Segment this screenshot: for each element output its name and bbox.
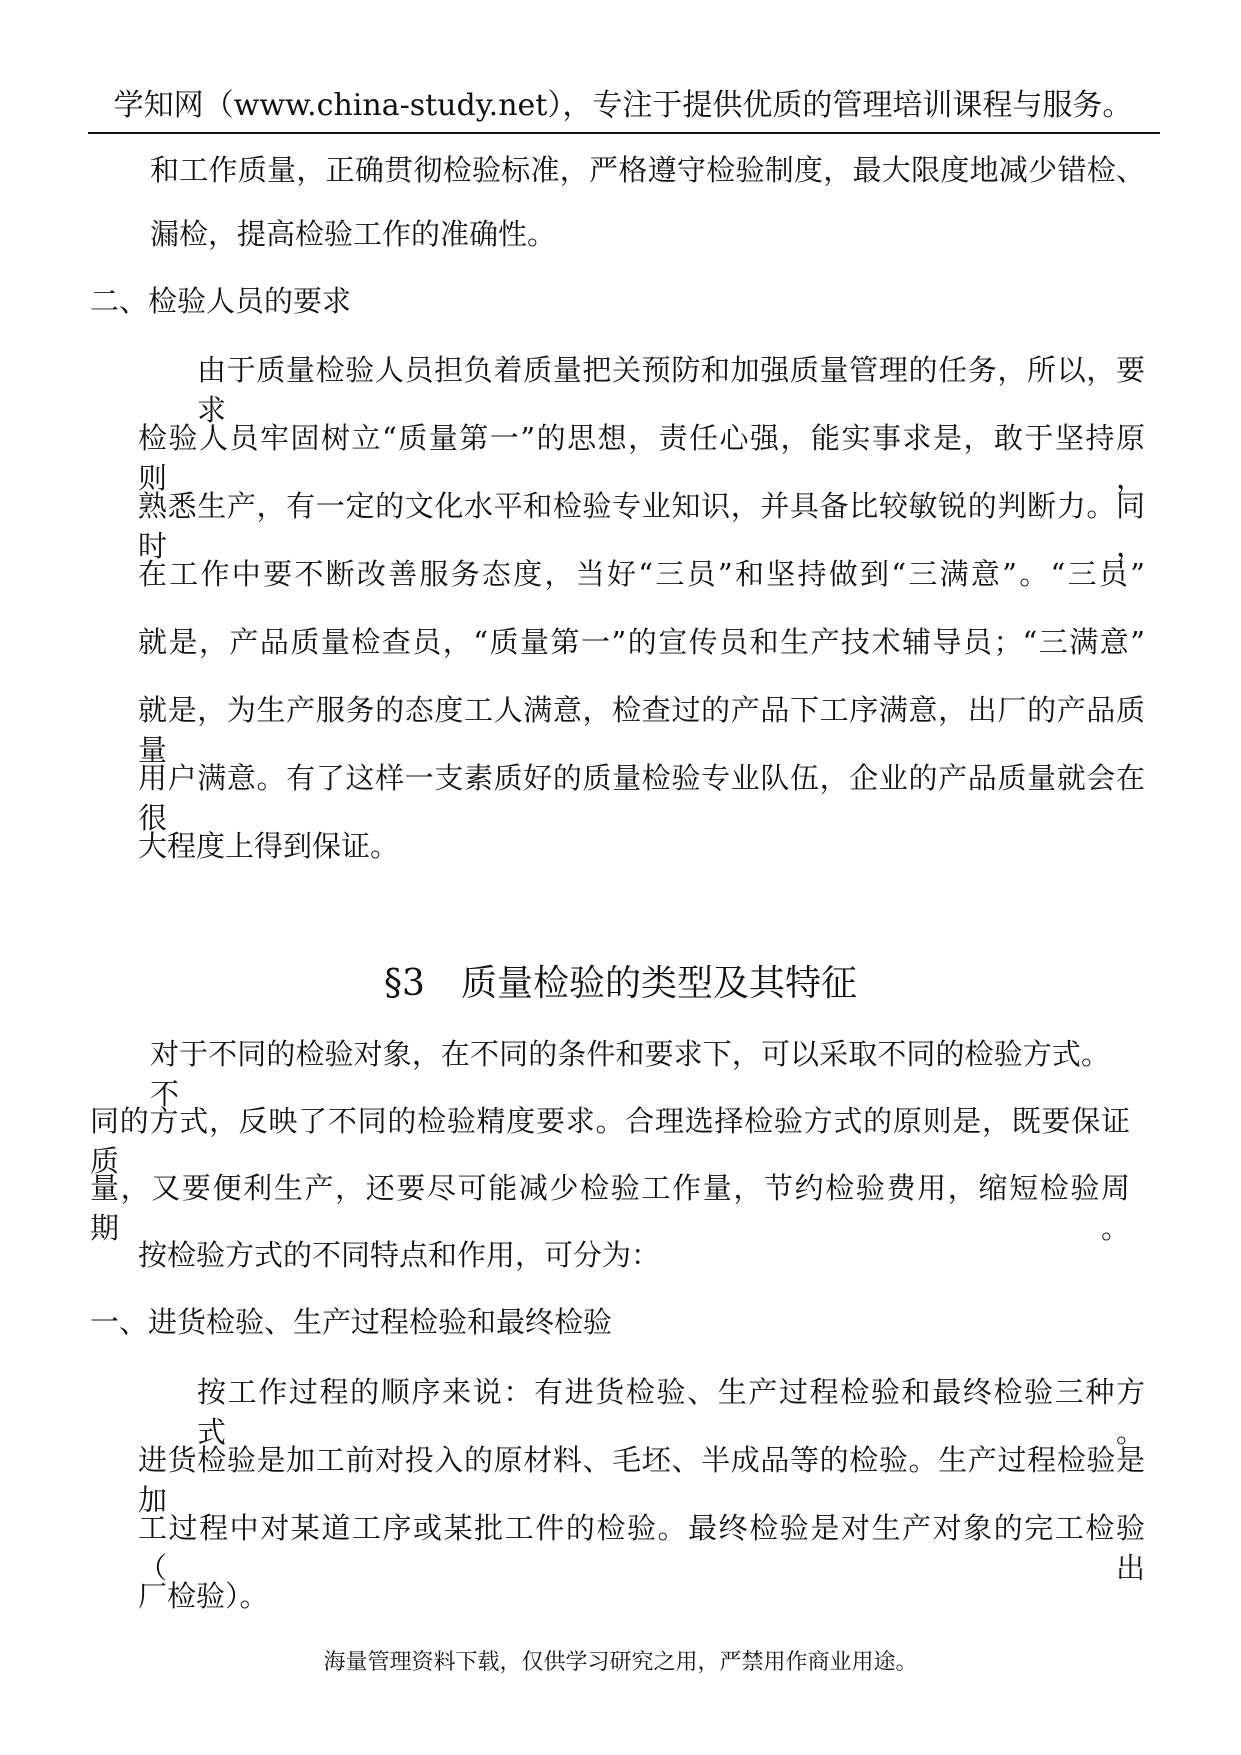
paragraph-line: 就是，产品质量检查员，“质量第一”的宣传员和生产技术辅导员；“三满意” [138, 625, 1145, 659]
paragraph-line: 就是，为生产服务的态度工人满意，检查过的产品下工序满意，出厂的产品质量 [138, 693, 1145, 767]
section-heading: 二、检验人员的要求 [90, 284, 352, 318]
paragraph-line: 和工作质量，正确贯彻检验标准，严格遵守检验制度，最大限度地减少错检、 [150, 153, 1145, 187]
paragraph-line: 在工作中要不断改善服务态度，当好“三员”和坚持做到“三满意”。“三员” [138, 557, 1145, 591]
paragraph-line: 检验人员牢固树立“质量第一”的思想，责任心强，能实事求是，敢于坚持原则， [138, 421, 1145, 495]
page-header: 学知网（www.china-study.net），专注于提供优质的管理培训课程与服务。 [113, 88, 1133, 123]
paragraph-line: 对于不同的检验对象，在不同的条件和要求下，可以采取不同的检验方式。不 [150, 1037, 1110, 1111]
paragraph-line: 厂检验）。 [138, 1579, 269, 1613]
page-footer: 海量管理资料下载，仅供学习研究之用，严禁用作商业用途。 [323, 1650, 918, 1675]
section-title: §3 质量检验的类型及其特征 [384, 963, 857, 1004]
paragraph-line: 按检验方式的不同特点和作用，可分为： [138, 1238, 661, 1272]
section-heading: 一、进货检验、生产过程检验和最终检验 [90, 1305, 613, 1339]
paragraph-line: 由于质量检验人员担负着质量把关预防和加强质量管理的任务，所以，要求 [197, 353, 1145, 427]
paragraph-line: 工过程中对某道工序或某批工件的检验。最终检验是对生产对象的完工检验（出 [138, 1511, 1145, 1585]
paragraph-line: 熟悉生产，有一定的文化水平和检验专业知识，并具备比较敏锐的判断力。同时， [138, 489, 1145, 563]
paragraph-line: 量，又要便利生产，还要尽可能减少检验工作量，节约检验费用，缩短检验周期。 [90, 1171, 1130, 1245]
paragraph-line: 按工作过程的顺序来说：有进货检验、生产过程检验和最终检验三种方式。 [197, 1375, 1145, 1449]
paragraph-line: 进货检验是加工前对投入的原材料、毛坯、半成品等的检验。生产过程检验是加 [138, 1443, 1145, 1517]
header-rule [88, 132, 1160, 134]
paragraph-line: 漏检，提高检验工作的准确性。 [150, 217, 557, 251]
paragraph-line: 同的方式，反映了不同的检验精度要求。合理选择检验方式的原则是，既要保证质 [90, 1104, 1130, 1178]
paragraph-line: 大程度上得到保证。 [138, 829, 400, 863]
paragraph-line: 用户满意。有了这样一支素质好的质量检验专业队伍，企业的产品质量就会在很 [138, 761, 1145, 835]
